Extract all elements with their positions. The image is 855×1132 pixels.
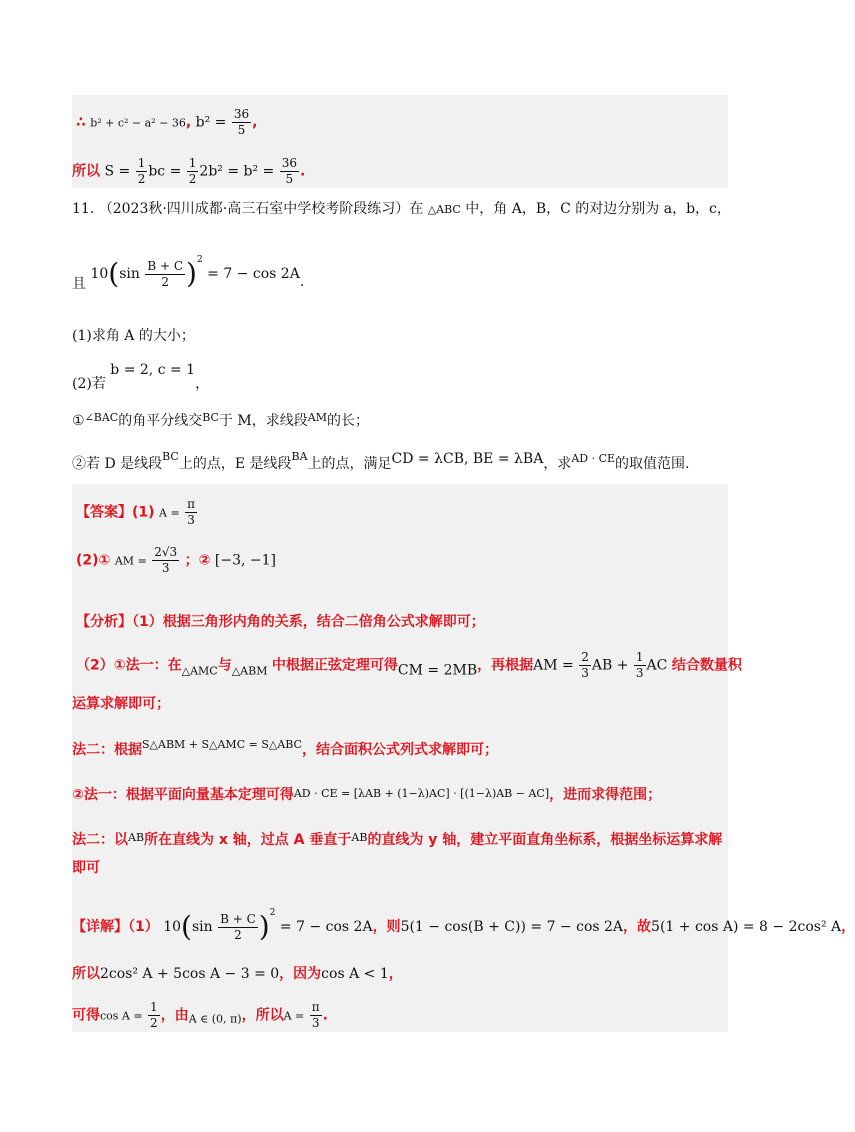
analysis-p2-text-d: ，再根据 <box>477 657 534 674</box>
detail-so: ，故 <box>623 919 652 935</box>
comma: , <box>185 114 192 131</box>
denominator: 2 <box>234 927 242 942</box>
analysis-p4-text-a: 法二：根据 <box>72 742 142 758</box>
segment-am: AM <box>307 411 327 424</box>
numerator: 1 <box>635 650 644 664</box>
denominator: 3 <box>161 561 170 575</box>
dot-product-ad-ce: AD · CE <box>571 452 616 465</box>
line-ab-2: AB <box>351 831 368 844</box>
detail-l3-text-b: ，由 <box>160 1007 189 1024</box>
triangle-abc: △ABC <box>427 203 461 216</box>
question-2-prefix: (2)若 <box>72 376 106 392</box>
denominator: 2 <box>150 1016 158 1030</box>
analysis-p5 <box>72 784 661 805</box>
circled-1: ① <box>72 413 85 429</box>
numerator: B + C <box>147 258 184 273</box>
analysis-p5-text-b: ，进而求得范围； <box>549 787 662 803</box>
detail-l3-end: . <box>322 1007 328 1024</box>
analysis-p1: 【分析】（1）根据三角形内角的关系，结合二倍角公式求解即可； <box>76 614 485 630</box>
analysis-p6 <box>72 828 722 850</box>
quadratic-equation: 2cos² A + 5cos A − 3 = 0 <box>100 966 280 982</box>
fraction-36-5 <box>280 156 299 187</box>
analysis-p4 <box>72 735 498 760</box>
fraction-1-3 <box>634 650 646 681</box>
fraction-half <box>136 156 148 187</box>
answer-line-2 <box>76 545 276 576</box>
detail-eq2: 5(1 − cos(B + C)) = 7 − cos 2A <box>400 919 624 935</box>
subquestion-2 <box>72 447 689 474</box>
answer-2-range: [−3, −1] <box>214 552 277 569</box>
problem-source: （2023秋·四川成都·高三石室中学校考阶段练习）在 <box>98 201 424 217</box>
question-2-condition: b = 2, c = 1 <box>110 362 196 378</box>
denominator: 2 <box>161 274 170 289</box>
analysis-p2 <box>76 650 742 682</box>
denominator: 3 <box>581 666 589 680</box>
analysis-p6-text-a: 法二：以 <box>72 832 128 848</box>
numerator: 2√3 <box>154 545 178 559</box>
period: . <box>300 163 306 180</box>
angle-bac: ∠BAC <box>84 411 119 424</box>
subquestion-2-text-b: 上的点，E 是线段 <box>178 456 292 472</box>
condition-rhs: = 7 − cos 2A <box>207 266 300 282</box>
subquestion-1 <box>72 408 369 431</box>
dot-product-expansion: AD · CE = [λAB + (1−λ)AC] · [(1−λ)AB − AC] <box>293 787 550 800</box>
analysis-p5-text-a: ②法一：根据平面向量基本定理可得 <box>72 787 294 803</box>
detail-l2-text-c: ， <box>388 966 403 982</box>
vector-condition: CD = λCB, BE = λBA <box>391 451 544 467</box>
analysis-p7: 即可 <box>72 860 100 876</box>
fraction-half <box>187 156 199 187</box>
fraction-pi-3 <box>310 1000 322 1031</box>
fraction-36-5 <box>232 107 251 138</box>
detail-l2-text-b: ，因为 <box>279 966 322 982</box>
problem-intro <box>72 199 731 220</box>
answer-2-label: (2)① <box>76 552 111 569</box>
line-ab: AB <box>128 831 145 844</box>
right-paren: ) <box>186 257 197 290</box>
so-label: 所以 <box>72 163 100 180</box>
analysis-p3: 运算求解即可； <box>72 696 170 712</box>
problem-number: 11. <box>72 201 95 217</box>
answer-2-sep: ；② <box>184 552 211 569</box>
answer-2-lhs: AM = <box>114 554 147 568</box>
segment-bc-2: BC <box>162 450 179 463</box>
answer-line-1 <box>76 497 198 528</box>
ab-term: AB + <box>591 657 629 674</box>
condition-coef: 10 <box>90 266 109 282</box>
detail-line-2 <box>72 964 403 984</box>
b-squared-lhs: b² = <box>195 114 227 131</box>
numerator: 1 <box>137 156 146 170</box>
numerator: 2 <box>581 650 589 664</box>
domain-a: A ∈ (0, π) <box>188 1012 242 1026</box>
segment-ba: BA <box>291 450 308 463</box>
area-sum-equation: S△ABM + S△AMC = S△ABC <box>142 738 302 751</box>
detail-line-1 <box>72 903 855 943</box>
denominator: 3 <box>635 666 644 680</box>
detail-eq3: 5(1 + cos A) = 8 − 2cos² A <box>651 919 842 935</box>
fraction-pi-3 <box>185 497 197 528</box>
problem-condition <box>72 250 304 294</box>
detail-line-3 <box>72 1000 328 1031</box>
subquestion-1-text-a: 的角平分线交 <box>118 413 203 429</box>
denominator: 5 <box>285 172 294 186</box>
detail-eq1-rhs: = 7 − cos 2A <box>279 919 373 935</box>
triangle-amc: △AMC <box>181 664 218 678</box>
ac-term: AC <box>646 657 668 674</box>
numerator: 36 <box>281 156 298 170</box>
comma: , <box>252 114 258 131</box>
denominator: 3 <box>311 1016 320 1030</box>
therefore-symbol: ∴ <box>76 114 86 131</box>
bc-term: bc = <box>148 163 182 180</box>
detail-l2-text-a: 所以 <box>72 966 100 982</box>
segment-bc: BC <box>202 411 219 424</box>
sin-label: sin <box>119 266 140 282</box>
cosine-law-expr: b² + c² − a² − 36 <box>90 116 186 130</box>
question-2-tail: ， <box>195 376 210 392</box>
subquestion-1-text-c: 的长； <box>326 413 369 429</box>
cos-bound: cos A < 1 <box>321 966 389 982</box>
problem-intro-tail: 中，角 A，B，C 的对边分别为 a，b，c， <box>465 201 731 217</box>
numerator: π <box>187 497 196 511</box>
detail-sin: sin <box>191 919 213 935</box>
left-paren: ( <box>181 910 192 943</box>
subquestion-2-text-a: ②若 D 是线段 <box>72 456 163 472</box>
fraction-b-plus-c-over-2 <box>218 912 258 943</box>
analysis-p2-text-b: 与 <box>217 657 232 674</box>
detail-eq3-end: ， <box>841 919 855 935</box>
area-rest: 2b² = b² = <box>199 163 275 180</box>
subquestion-2-text-e: 的取值范围. <box>615 456 690 472</box>
final-a-lhs: A = <box>283 1009 305 1023</box>
analysis-p2-text-c: 中根据正弦定理可得 <box>271 657 398 674</box>
ratio-cm-mb: CM = 2MB <box>397 662 478 679</box>
question-2 <box>72 360 209 394</box>
answer-label: 【答案】(1) <box>76 504 155 521</box>
denominator: 5 <box>237 123 246 137</box>
numerator: 1 <box>150 1000 158 1014</box>
fraction-b-plus-c-over-2 <box>145 259 185 290</box>
subquestion-2-text-d: ，求 <box>543 456 572 472</box>
denominator: 3 <box>187 513 195 527</box>
denominator: 2 <box>137 172 146 186</box>
subquestion-1-text-b: 于 M，求线段 <box>218 413 308 429</box>
square-exponent: 2 <box>269 908 276 918</box>
fraction-2-3 <box>579 650 591 681</box>
box1-line2 <box>72 156 305 187</box>
fraction-2root3-3 <box>152 545 179 576</box>
subquestion-2-text-c: 上的点，满足 <box>307 456 392 472</box>
triangle-abm: △ABM <box>231 664 268 678</box>
fraction-1-2 <box>148 1000 160 1031</box>
numerator: 36 <box>233 107 250 121</box>
detail-label: 【详解】（1） <box>72 919 159 935</box>
numerator: π <box>311 1000 320 1014</box>
question-1: (1)求角 A 的大小； <box>72 328 195 344</box>
detail-l3-text-c: ，所以 <box>241 1007 284 1024</box>
detail-l3-text-a: 可得 <box>72 1007 100 1024</box>
analysis-p2-text-a: （2）①法一：在 <box>76 657 182 674</box>
square-exponent: 2 <box>196 255 203 265</box>
numerator: 1 <box>188 156 197 170</box>
detail-eq1-coef: 10 <box>163 919 182 935</box>
box1-line1 <box>76 107 257 138</box>
cos-a-lhs: cos A = <box>100 1009 143 1023</box>
analysis-p6-text-c: 的直线为 y 轴，建立平面直角坐标系，根据坐标运算求解 <box>367 832 723 848</box>
analysis-p4-text-b: ，结合面积公式列式求解即可； <box>301 742 498 758</box>
analysis-p6-text-b: 所在直线为 x 轴，过点 A 垂直于 <box>144 832 352 848</box>
condition-end: . <box>299 274 305 290</box>
answer-1-lhs: A = <box>159 506 180 520</box>
area-lhs: S = <box>104 163 131 180</box>
left-paren: ( <box>108 257 120 290</box>
am-vector-lhs: AM = <box>533 657 574 674</box>
denominator: 2 <box>188 172 197 186</box>
analysis-p2-text-e: 结合数量积 <box>671 657 742 674</box>
numerator: B + C <box>220 911 256 926</box>
right-paren: ) <box>258 910 270 943</box>
and-label: 且 <box>72 276 86 292</box>
detail-then: ，则 <box>372 919 401 935</box>
